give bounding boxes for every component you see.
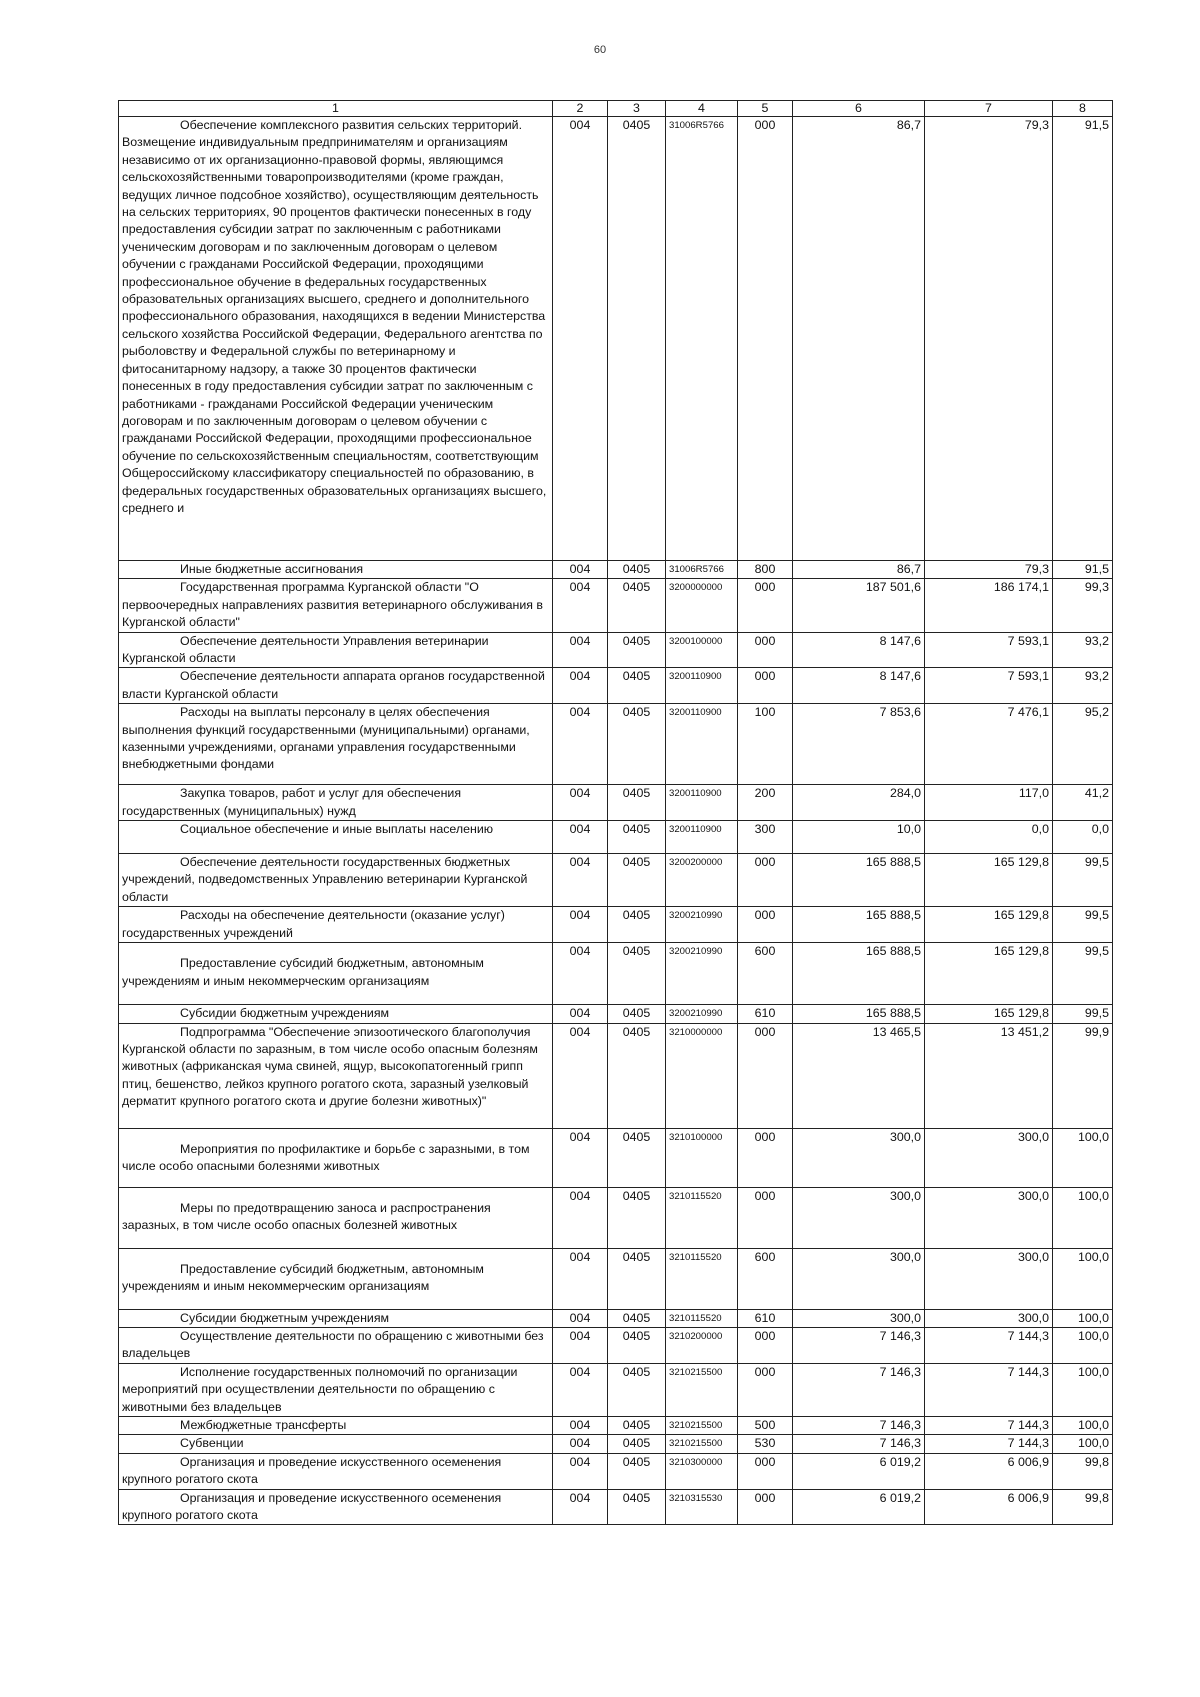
expense-type-code: 100 xyxy=(738,704,793,785)
approved-amount: 300,0 xyxy=(793,1309,925,1327)
ved-code: 004 xyxy=(553,117,608,561)
column-header: 3 xyxy=(608,101,666,117)
execution-percent: 41,2 xyxy=(1053,785,1113,821)
table-row xyxy=(119,1327,1113,1363)
target-article-code: 3200000000 xyxy=(666,579,738,632)
expense-type-code: 000 xyxy=(738,1453,793,1489)
execution-percent: 0,0 xyxy=(1053,821,1113,854)
expense-type-code: 610 xyxy=(738,1309,793,1327)
section-code: 0405 xyxy=(608,561,666,579)
approved-amount: 6 019,2 xyxy=(793,1453,925,1489)
target-article-code: 3200100000 xyxy=(666,632,738,668)
target-article-code: 3210315530 xyxy=(666,1489,738,1525)
expense-type-code: 200 xyxy=(738,785,793,821)
section-code: 0405 xyxy=(608,1248,666,1309)
row-name: Организация и проведение искусственного осеменения крупного рогатого скота xyxy=(119,1453,553,1489)
executed-amount: 117,0 xyxy=(925,785,1053,821)
ved-code: 004 xyxy=(553,1327,608,1363)
ved-code: 004 xyxy=(553,785,608,821)
approved-amount: 8 147,6 xyxy=(793,632,925,668)
row-name: Расходы на выплаты персоналу в целях обеспечения выполнения функций государственными (муниципальными) органами, казенными учреждениями, органами управления государственными внебюджетными фондами xyxy=(119,704,553,785)
execution-percent: 99,5 xyxy=(1053,854,1113,907)
executed-amount: 79,3 xyxy=(925,117,1053,561)
section-code: 0405 xyxy=(608,1416,666,1434)
table-row xyxy=(119,632,1113,668)
section-code: 0405 xyxy=(608,943,666,1005)
expense-type-code: 000 xyxy=(738,1187,793,1248)
column-header: 7 xyxy=(925,101,1053,117)
execution-percent: 100,0 xyxy=(1053,1248,1113,1309)
executed-amount: 7 144,3 xyxy=(925,1363,1053,1416)
expense-type-code: 000 xyxy=(738,632,793,668)
table-row xyxy=(119,821,1113,854)
approved-amount: 284,0 xyxy=(793,785,925,821)
executed-amount: 79,3 xyxy=(925,561,1053,579)
execution-percent: 100,0 xyxy=(1053,1128,1113,1187)
section-code: 0405 xyxy=(608,1128,666,1187)
section-code: 0405 xyxy=(608,1453,666,1489)
ved-code: 004 xyxy=(553,1453,608,1489)
row-name: Исполнение государственных полномочий по организации мероприятий при осуществлении деятельности по обращению с животными без владельцев xyxy=(119,1363,553,1416)
ved-code: 004 xyxy=(553,1309,608,1327)
target-article-code: 3210115520 xyxy=(666,1187,738,1248)
row-name: Предоставление субсидий бюджетным, автономным учреждениям и иным некоммерческим организациям xyxy=(119,1248,553,1309)
approved-amount: 300,0 xyxy=(793,1248,925,1309)
execution-percent: 93,2 xyxy=(1053,668,1113,704)
ved-code: 004 xyxy=(553,1187,608,1248)
section-code: 0405 xyxy=(608,1023,666,1128)
executed-amount: 165 129,8 xyxy=(925,907,1053,943)
execution-percent: 100,0 xyxy=(1053,1327,1113,1363)
table-row xyxy=(119,1416,1113,1434)
execution-percent: 99,5 xyxy=(1053,1005,1113,1023)
row-name: Субсидии бюджетным учреждениям xyxy=(119,1005,553,1023)
table-row xyxy=(119,117,1113,561)
section-code: 0405 xyxy=(608,668,666,704)
table-row xyxy=(119,785,1113,821)
ved-code: 004 xyxy=(553,1248,608,1309)
section-code: 0405 xyxy=(608,704,666,785)
executed-amount: 13 451,2 xyxy=(925,1023,1053,1128)
target-article-code: 31006R5766 xyxy=(666,561,738,579)
row-name: Обеспечение деятельности государственных бюджетных учреждений, подведомственных Управлению ветеринарии Курганской области xyxy=(119,854,553,907)
target-article-code: 3200110900 xyxy=(666,785,738,821)
approved-amount: 7 146,3 xyxy=(793,1327,925,1363)
ved-code: 004 xyxy=(553,1005,608,1023)
table-row xyxy=(119,704,1113,785)
executed-amount: 300,0 xyxy=(925,1309,1053,1327)
expense-type-code: 000 xyxy=(738,1023,793,1128)
execution-percent: 99,8 xyxy=(1053,1489,1113,1525)
table-row xyxy=(119,561,1113,579)
ved-code: 004 xyxy=(553,1416,608,1434)
table-body xyxy=(119,117,1113,1525)
section-code: 0405 xyxy=(608,1435,666,1453)
table-row xyxy=(119,1187,1113,1248)
execution-percent: 100,0 xyxy=(1053,1363,1113,1416)
section-code: 0405 xyxy=(608,821,666,854)
execution-percent: 99,5 xyxy=(1053,907,1113,943)
expense-type-code: 000 xyxy=(738,1327,793,1363)
table-row xyxy=(119,1435,1113,1453)
row-name: Обеспечение деятельности аппарата органов государственной власти Курганской области xyxy=(119,668,553,704)
row-name: Обеспечение деятельности Управления ветеринарии Курганской области xyxy=(119,632,553,668)
row-name: Межбюджетные трансферты xyxy=(119,1416,553,1434)
column-header: 2 xyxy=(553,101,608,117)
executed-amount: 0,0 xyxy=(925,821,1053,854)
executed-amount: 7 144,3 xyxy=(925,1416,1053,1434)
target-article-code: 3200200000 xyxy=(666,854,738,907)
budget-table xyxy=(118,100,1113,1525)
expense-type-code: 000 xyxy=(738,668,793,704)
approved-amount: 10,0 xyxy=(793,821,925,854)
ved-code: 004 xyxy=(553,561,608,579)
ved-code: 004 xyxy=(553,668,608,704)
ved-code: 004 xyxy=(553,1435,608,1453)
table-row xyxy=(119,1128,1113,1187)
table-row xyxy=(119,1363,1113,1416)
target-article-code: 3210215500 xyxy=(666,1363,738,1416)
executed-amount: 165 129,8 xyxy=(925,943,1053,1005)
execution-percent: 99,9 xyxy=(1053,1023,1113,1128)
approved-amount: 13 465,5 xyxy=(793,1023,925,1128)
execution-percent: 100,0 xyxy=(1053,1187,1113,1248)
execution-percent: 91,5 xyxy=(1053,561,1113,579)
target-article-code: 3200110900 xyxy=(666,668,738,704)
table-header-row xyxy=(119,101,1113,117)
executed-amount: 300,0 xyxy=(925,1248,1053,1309)
section-code: 0405 xyxy=(608,1489,666,1525)
executed-amount: 300,0 xyxy=(925,1187,1053,1248)
execution-percent: 100,0 xyxy=(1053,1309,1113,1327)
executed-amount: 300,0 xyxy=(925,1128,1053,1187)
expense-type-code: 300 xyxy=(738,821,793,854)
column-header: 1 xyxy=(119,101,553,117)
table-row xyxy=(119,1489,1113,1525)
table-row xyxy=(119,1453,1113,1489)
approved-amount: 7 146,3 xyxy=(793,1363,925,1416)
executed-amount: 165 129,8 xyxy=(925,1005,1053,1023)
target-article-code: 3210000000 xyxy=(666,1023,738,1128)
column-header: 4 xyxy=(666,101,738,117)
approved-amount: 7 146,3 xyxy=(793,1435,925,1453)
target-article-code: 3210100000 xyxy=(666,1128,738,1187)
execution-percent: 99,8 xyxy=(1053,1453,1113,1489)
executed-amount: 7 593,1 xyxy=(925,632,1053,668)
target-article-code: 3210115520 xyxy=(666,1248,738,1309)
row-name: Субсидии бюджетным учреждениям xyxy=(119,1309,553,1327)
executed-amount: 7 593,1 xyxy=(925,668,1053,704)
target-article-code: 3210200000 xyxy=(666,1327,738,1363)
expense-type-code: 000 xyxy=(738,1489,793,1525)
target-article-code: 3210115520 xyxy=(666,1309,738,1327)
ved-code: 004 xyxy=(553,907,608,943)
section-code: 0405 xyxy=(608,117,666,561)
approved-amount: 6 019,2 xyxy=(793,1489,925,1525)
execution-percent: 93,2 xyxy=(1053,632,1113,668)
table-row xyxy=(119,907,1113,943)
target-article-code: 3210215500 xyxy=(666,1435,738,1453)
executed-amount: 7 476,1 xyxy=(925,704,1053,785)
column-header: 6 xyxy=(793,101,925,117)
ved-code: 004 xyxy=(553,943,608,1005)
row-name: Закупка товаров, работ и услуг для обеспечения государственных (муниципальных) нужд xyxy=(119,785,553,821)
approved-amount: 165 888,5 xyxy=(793,1005,925,1023)
expense-type-code: 500 xyxy=(738,1416,793,1434)
expense-type-code: 000 xyxy=(738,117,793,561)
approved-amount: 8 147,6 xyxy=(793,668,925,704)
expense-type-code: 530 xyxy=(738,1435,793,1453)
target-article-code: 3200110900 xyxy=(666,704,738,785)
column-header: 5 xyxy=(738,101,793,117)
section-code: 0405 xyxy=(608,1309,666,1327)
section-code: 0405 xyxy=(608,579,666,632)
row-name: Меры по предотвращению заноса и распространения заразных, в том числе особо опасных болезней животных xyxy=(119,1187,553,1248)
table-row xyxy=(119,1005,1113,1023)
executed-amount: 6 006,9 xyxy=(925,1453,1053,1489)
section-code: 0405 xyxy=(608,1363,666,1416)
execution-percent: 99,3 xyxy=(1053,579,1113,632)
target-article-code: 3210215500 xyxy=(666,1416,738,1434)
section-code: 0405 xyxy=(608,1327,666,1363)
target-article-code: 3200210990 xyxy=(666,943,738,1005)
approved-amount: 300,0 xyxy=(793,1128,925,1187)
approved-amount: 165 888,5 xyxy=(793,907,925,943)
executed-amount: 7 144,3 xyxy=(925,1435,1053,1453)
ved-code: 004 xyxy=(553,854,608,907)
target-article-code: 3200210990 xyxy=(666,907,738,943)
execution-percent: 95,2 xyxy=(1053,704,1113,785)
table-row xyxy=(119,1309,1113,1327)
row-name: Социальное обеспечение и иные выплаты населению xyxy=(119,821,553,854)
row-name: Организация и проведение искусственного осеменения крупного рогатого скота xyxy=(119,1489,553,1525)
target-article-code: 31006R5766 xyxy=(666,117,738,561)
execution-percent: 100,0 xyxy=(1053,1416,1113,1434)
ved-code: 004 xyxy=(553,821,608,854)
ved-code: 004 xyxy=(553,632,608,668)
section-code: 0405 xyxy=(608,907,666,943)
expense-type-code: 000 xyxy=(738,579,793,632)
expense-type-code: 610 xyxy=(738,1005,793,1023)
execution-percent: 99,5 xyxy=(1053,943,1113,1005)
approved-amount: 300,0 xyxy=(793,1187,925,1248)
approved-amount: 7 853,6 xyxy=(793,704,925,785)
column-header: 8 xyxy=(1053,101,1113,117)
ved-code: 004 xyxy=(553,704,608,785)
section-code: 0405 xyxy=(608,1187,666,1248)
ved-code: 004 xyxy=(553,1363,608,1416)
target-article-code: 3200110900 xyxy=(666,821,738,854)
table-row xyxy=(119,579,1113,632)
row-name: Мероприятия по профилактике и борьбе с заразными, в том числе особо опасными болезнями животных xyxy=(119,1128,553,1187)
row-name: Предоставление субсидий бюджетным, автономным учреждениям и иным некоммерческим организациям xyxy=(119,943,553,1005)
table-row xyxy=(119,854,1113,907)
ved-code: 004 xyxy=(553,1023,608,1128)
row-name: Подпрограмма "Обеспечение эпизоотического благополучия Курганской области по заразным, в том числе особо опасным болезням животных (африканская чума свиней, ящур, высокопатогенный грипп птиц, бешенство, лейкоз крупного рогатого скота, заразный узелковый дерматит крупного рогатого скота и другие болезни животных)" xyxy=(119,1023,553,1128)
ved-code: 004 xyxy=(553,1128,608,1187)
row-name: Расходы на обеспечение деятельности (оказание услуг) государственных учреждений xyxy=(119,907,553,943)
table-row xyxy=(119,1248,1113,1309)
expense-type-code: 000 xyxy=(738,1128,793,1187)
approved-amount: 86,7 xyxy=(793,561,925,579)
expense-type-code: 000 xyxy=(738,854,793,907)
expense-type-code: 000 xyxy=(738,1363,793,1416)
row-name: Субвенции xyxy=(119,1435,553,1453)
table-row xyxy=(119,943,1113,1005)
expense-type-code: 600 xyxy=(738,943,793,1005)
approved-amount: 187 501,6 xyxy=(793,579,925,632)
row-name: Обеспечение комплексного развития сельских территорий. Возмещение индивидуальным предпринимателям и организациям независимо от их организационно-правовой формы, являющимся сельскохозяйственными товаропроизводителями (кроме граждан, ведущих личное подсобное хозяйство), осуществляющим деятельность на сельских территориях, 90 процентов фактически понесенных в году предоставления субсидии затрат по заключенным с работниками ученическим договорам и по заключенным договорам о целевом обучении с гражданами Российской Федерации, проходящими профессиональное обучение в федеральных государственных образовательных организациях высшего, среднего и дополнительного профессионального образования, находящихся в ведении Министерства сельского хозяйства Российской Федерации, Федерального агентства по рыболовству и Федеральной службы по ветеринарному и фитосанитарному надзору, а также 30 процентов фактически понесенных в году предоставления субсидии затрат по заключенным с работниками - гражданами Российской Федерации ученическим договорам и по заключенным договорам о целевом обучении с гражданами Российской Федерации, проходящими профессиональное обучение по сельскохозяйственным специальностям, соответствующим Общероссийскому классификатору специальностей по образованию, в федеральных государственных образовательных организациях высшего, среднего и xyxy=(119,117,553,561)
approved-amount: 165 888,5 xyxy=(793,854,925,907)
section-code: 0405 xyxy=(608,785,666,821)
table-row xyxy=(119,1023,1113,1128)
executed-amount: 186 174,1 xyxy=(925,579,1053,632)
executed-amount: 7 144,3 xyxy=(925,1327,1053,1363)
target-article-code: 3200210990 xyxy=(666,1005,738,1023)
executed-amount: 6 006,9 xyxy=(925,1489,1053,1525)
section-code: 0405 xyxy=(608,632,666,668)
ved-code: 004 xyxy=(553,1489,608,1525)
expense-type-code: 000 xyxy=(738,907,793,943)
approved-amount: 165 888,5 xyxy=(793,943,925,1005)
execution-percent: 91,5 xyxy=(1053,117,1113,561)
section-code: 0405 xyxy=(608,1005,666,1023)
page-number: 60 xyxy=(593,44,607,56)
ved-code: 004 xyxy=(553,579,608,632)
execution-percent: 100,0 xyxy=(1053,1435,1113,1453)
row-name: Иные бюджетные ассигнования xyxy=(119,561,553,579)
expense-type-code: 600 xyxy=(738,1248,793,1309)
table-row xyxy=(119,668,1113,704)
executed-amount: 165 129,8 xyxy=(925,854,1053,907)
row-name: Государственная программа Курганской области "О первоочередных направлениях развития ветеринарного обслуживания в Курганской области" xyxy=(119,579,553,632)
expense-type-code: 800 xyxy=(738,561,793,579)
section-code: 0405 xyxy=(608,854,666,907)
approved-amount: 86,7 xyxy=(793,117,925,561)
row-name: Осуществление деятельности по обращению с животными без владельцев xyxy=(119,1327,553,1363)
approved-amount: 7 146,3 xyxy=(793,1416,925,1434)
target-article-code: 3210300000 xyxy=(666,1453,738,1489)
